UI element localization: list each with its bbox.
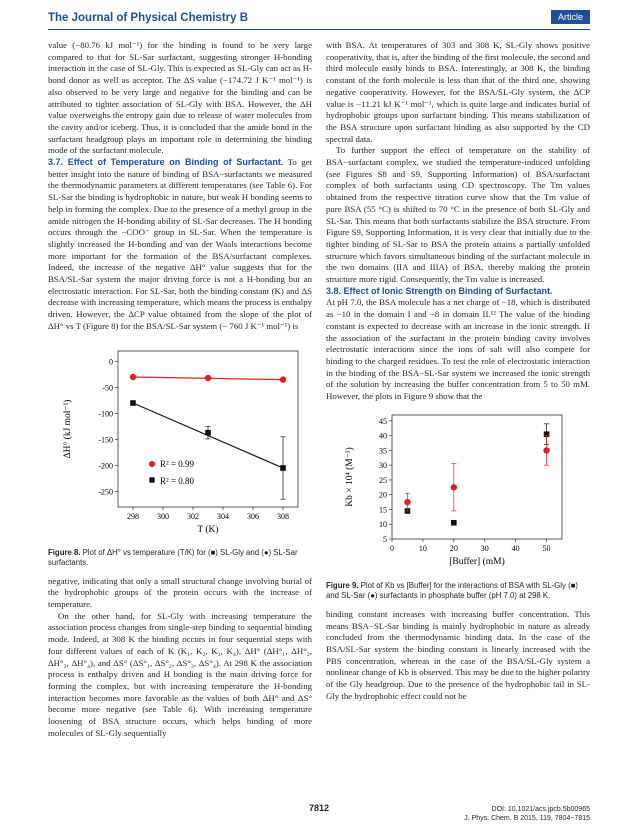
data-point-sl-sar xyxy=(451,484,457,490)
y-tick-label: -100 xyxy=(98,408,113,418)
header-rule xyxy=(48,29,590,30)
y-tick-label: 45 xyxy=(379,416,387,426)
caption-label: Figure 8. xyxy=(48,547,81,557)
right-column xyxy=(326,40,590,702)
legend-marker-sar xyxy=(149,461,155,467)
x-tick-label: 298 xyxy=(127,511,139,521)
y-tick-label: 0 xyxy=(109,356,113,366)
right-paragraph-4: binding constant increases with increasing buffer concentration. This means BSA−SL-Sar binding is mainly hydrophobic in nature as already concluded from the thermodynamic binding data. In the case of the BSA/SL-Sar system the binding constant is linearly increased with the PBS concentration, whereas in the case of the BSA/SL-Gly system a nonlinear change of Kb is observed. This may be due to the higher polarity of the Gly headgroup. Due to the presence of the hydrophobic tail in SL-Gly the hydrophobic effect could not be xyxy=(326,608,590,701)
right-paragraph-2: To further support the effect of temperature on the stability of BSA−surfactant complex, we studied the temperature-induced unfolding (see Figures S8 and S9, Supporting Information) of BSA/surfactant complex of both surfactants using CD spectroscopy. The Tm values obtained from the respective titration curve show that the Tm value of pure BSA (55 °C) is shifted to 70 °C in the presence of both SL-Gly and SL-Sar. This means that both surfactants stabilize the BSA structure. From Figure S9, Supporting Information, it is very clear that initially due to the tighter binding of SL-Sar to BSA the protein attains a partially unfolded structure which favors simultaneous binding of the surfactant molecule in the two domains (IIA and IIIA) of BSA, thereby making the protein structure more rigid. Consequently, the Tm value is increased. xyxy=(326,145,590,285)
y-tick-label: -50 xyxy=(102,382,113,392)
data-point-sl-gly xyxy=(130,400,136,406)
y-tick-label: 30 xyxy=(379,460,387,470)
x-axis-label: [Buffer] (mM) xyxy=(449,556,505,567)
x-tick-label: 302 xyxy=(187,511,199,521)
y-tick-label: -150 xyxy=(98,434,113,444)
y-tick-label: 10 xyxy=(379,520,387,530)
plot-frame xyxy=(392,415,562,539)
figure-9-caption xyxy=(326,581,590,601)
data-point-sl-sar xyxy=(404,499,410,505)
figure-9-chart xyxy=(326,409,590,577)
x-tick-label: 0 xyxy=(390,543,394,553)
data-point-sl-sar xyxy=(130,373,136,379)
right-paragraph-1: with BSA. At temperatures of 303 and 308 K, SL-Gly shows positive cooperativity, that is, after the binding of the first molecule, the second and third molecule easily binds to BSA. Interestingly, at 308 K, the binding constant of the forth molecule is less than that of the third one, showing negative cooperativity. However, for the BSA/SL-Gly system, the ΔCP value is −11.21 kJ K⁻¹ mol⁻¹, which is quite large and indicates burial of hydrophobic groups upon surfactant binding. This means stabilization of the BSA structure upon surfactant binding as also supported by the CD spectral data. xyxy=(326,40,590,144)
section-3-8 xyxy=(326,286,590,298)
data-point-sl-gly xyxy=(205,429,211,435)
y-axis-label: ΔH° (kJ mol⁻¹) xyxy=(63,399,73,459)
journal-title: The Journal of Physical Chemistry B xyxy=(48,12,249,24)
caption-text: Plot of Kb vs [Buffer] for the interactions of BSA with SL-Gly (■) and SL-Sar (●) surfactants in phosphate buffer (pH 7.0) at 298 K. xyxy=(326,580,579,600)
y-tick-label: 15 xyxy=(379,505,387,515)
y-axis-label: Kb × 10⁴ (M⁻¹) xyxy=(345,447,355,507)
x-tick-label: 50 xyxy=(542,543,551,553)
y-tick-label: 5 xyxy=(383,534,387,544)
x-tick-label: 300 xyxy=(157,511,169,521)
y-tick-label: 35 xyxy=(379,446,387,456)
legend-marker-gly xyxy=(149,477,154,482)
data-point-sl-sar xyxy=(280,376,286,382)
section-body: To get better insight into the nature of binding of BSA−surfactants we measured the thermodynamic parameters at different temperatures (see Table 6). For SL-Sar the binding is hydrophobic in nature, but weak H bonding seems to help in forming the complex. Due to the presence of a methyl group in the amide nitrogen the H-bonding ability of SL-Sar decreases. The H bonding occurs through the −COO⁻ group in SL-Sar. When the temperature is slightly increased the H-bonding and van der Waals interactions become more important for the formation of the BSA/surfactant complexes. Indeed, the increase of the negative ΔH° value suggests that for the BSA/SL-Sar system the major driving force is not a H-bonding but an electrostatic interaction. For SL-Sar, both the binding constant (K) and ΔS decrease with increasing temperature, which means the process is enthalpy driven. However, the ΔCP value obtained from the slope of the plot of ΔH° vs T (Figure 8) for the BSA/SL-Sar system (− 760 J K⁻¹ mol⁻¹) is xyxy=(48,157,312,331)
caption-text: Plot of ΔH° vs temperature (T/K) for (■) SL-Gly and (●) SL-Sar surfactants. xyxy=(48,547,298,567)
y-tick-label: -200 xyxy=(98,460,113,470)
article-badge: Article xyxy=(551,10,590,24)
citation: J. Phys. Chem. B 2015, 119, 7804−7815 xyxy=(464,815,590,822)
x-tick-label: 10 xyxy=(418,543,427,553)
x-tick-label: 308 xyxy=(277,511,289,521)
x-axis-label: T (K) xyxy=(197,524,219,535)
section-heading: 3.8. Effect of Ionic Strength on Binding of Surfactant. xyxy=(326,285,553,296)
left-paragraph-3: negative, indicating that only a small structural change involving burial of the hydrophobic groups of the protein occurs with the increase of temperature. xyxy=(48,575,312,609)
y-tick-label: 25 xyxy=(379,475,387,485)
figure-9 xyxy=(326,409,590,577)
page-number: 7812 xyxy=(308,803,330,813)
x-tick-label: 20 xyxy=(449,543,458,553)
legend-label: R² = 0.80 xyxy=(160,475,195,486)
caption-label: Figure 9. xyxy=(326,580,359,590)
x-tick-label: 40 xyxy=(511,543,520,553)
right-paragraph-3: At pH 7.0, the BSA molecule has a net charge of −18, which is distributed as −10 in the domain I and −8 in domain II.¹² The value of the binding constant is expected to decrease with an increase in the ionic strength. If the association of the surfactant in the protein binding cavity involves electrostatic interactions since the ions of salt will also compete for binding to the charged residues. To test the role of electrostatic interaction in the binding of the BSA−SL-Sar system we increased the ionic strength of the solution by increasing the buffer concentration from 5 to 50 mM. However, the plots in Figure 9 show that the xyxy=(326,297,590,402)
doi: DOI: 10.1021/acs.jpcb.5b00965 xyxy=(491,806,590,813)
data-point-sl-sar xyxy=(205,374,211,380)
left-paragraph-4: On the other hand, for SL-Gly with increasing temperature the association process changes from single-step binding to sequential binding mode. Indeed, at 308 K the binding occurs in four sequential steps with four different values of each of K (K₁, K₂, K₃, K₄), ΔH° (ΔH°₁, ΔH°₂, ΔH°₃, ΔH°₄), and ΔS° (ΔS°₁, ΔS°₂, ΔS°₃, ΔS°₄). At 298 K the association process is enthalpy driven and H bonding is the main driving force for forming the complex, but with increasing temperature the H-bonding interaction becomes more favorable as the values of both ΔH° and ΔS° become more negative (see Table 6). With increasing temperature loosening of BSA structure occurs, which helps binding of more molecules of SL-Gly sequentially xyxy=(48,610,312,738)
left-paragraph-1: value (−80.76 kJ mol⁻¹) for the binding is found to be very large compared to that for SL-Sar surfactant, suggesting stronger H-bonding interaction in the case of SL-Gly. This is expected as SL-Gly can act as H-bond donor as well as acceptor. The ΔS value (−174.72 J K⁻¹ mol⁻¹) is also observed to be very large and negative for the binding and can be attributed to tighter association of SL-Gly with BSA. However, the ΔH value overweighs the entropy gain due to release of water molecules from the cavity and/or iceberg. Thus, it is concluded that the amide bond in the surfactant headgroup plays an important role in determining the binding mode of the surfactant molecule. xyxy=(48,40,312,156)
y-tick-label: -250 xyxy=(98,486,113,496)
figure-8-caption xyxy=(48,548,312,568)
x-tick-label: 304 xyxy=(217,511,229,521)
legend-label: R² = 0.99 xyxy=(160,458,195,469)
left-column xyxy=(48,40,312,739)
x-tick-label: 306 xyxy=(247,511,259,521)
y-tick-label: 40 xyxy=(379,431,387,441)
y-tick-label: 20 xyxy=(379,490,387,500)
figure-8-chart xyxy=(48,339,312,544)
data-point-sl-sar xyxy=(543,447,549,453)
section-3-7 xyxy=(48,157,312,333)
section-heading: 3.7. Effect of Temperature on Binding of Surfactant. xyxy=(48,157,284,168)
footer-doi xyxy=(464,805,590,823)
data-point-sl-gly xyxy=(280,465,286,471)
data-point-sl-gly xyxy=(451,520,457,526)
figure-8 xyxy=(48,339,312,544)
x-tick-label: 30 xyxy=(480,543,489,553)
